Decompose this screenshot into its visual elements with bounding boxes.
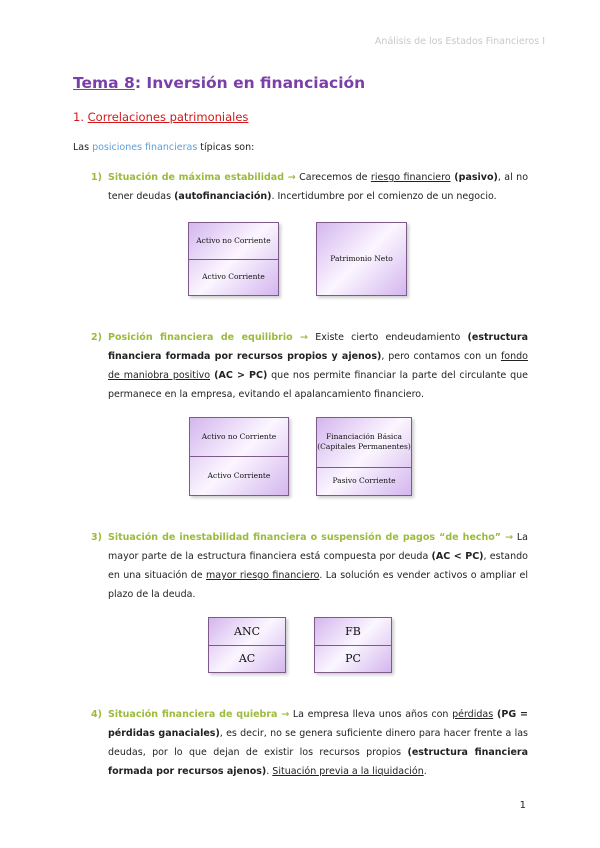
list-item (91, 328, 528, 404)
page-number: 1 (519, 800, 526, 811)
title-text: : Inversión en financiación (134, 74, 366, 92)
item-bold: (AC > PC) (210, 370, 268, 381)
item-underlined: Situación previa a la liquidación (272, 766, 424, 777)
item-bold: (PG = pérdidas ganaciales) (108, 709, 528, 739)
item-heading: Posición financiera de equilibrio → (108, 332, 309, 343)
diagram-cell: PC (315, 645, 391, 673)
section-number: 1. (73, 110, 88, 124)
diagram-cell: Patrimonio Neto (330, 254, 393, 263)
item-bold: (pasivo) (450, 172, 498, 183)
item-underlined: pérdidas (452, 709, 494, 720)
item-number: 4) (91, 709, 102, 720)
diagram-cell: AC (209, 645, 285, 673)
diagram-cell: Activo no Corriente (201, 432, 277, 441)
diagram-cell: FB (345, 624, 361, 638)
balance-diagram-liabilities (316, 417, 412, 496)
intro-paragraph (73, 142, 254, 153)
item-text: , es decir, no se genera suficiente dinero para hacer frente a las deudas, por lo que dejan de existir los recursos propios (108, 728, 528, 758)
page-title (73, 74, 365, 92)
balance-diagram-assets (208, 617, 286, 673)
balance-diagram-assets (188, 222, 279, 296)
item-text: , al no tener deudas (108, 172, 529, 202)
item-underlined: mayor riesgo financiero (206, 570, 320, 581)
item-text: . La solución es vender activos o ampliar el plazo de la deuda. (108, 570, 528, 600)
diagram-cell: Pasivo Corriente (317, 467, 411, 495)
intro-highlight: posiciones financieras (92, 142, 198, 153)
diagram-cell: Activo Corriente (190, 456, 288, 495)
item-bold: (autofinanciación) (174, 191, 272, 202)
balance-diagram-equity (316, 222, 407, 296)
item-text: La empresa lleva unos años con (289, 709, 453, 720)
item-text: Carecemos de (295, 172, 371, 183)
section-label: Correlaciones patrimoniales (87, 110, 249, 124)
item-text: Existe cierto endeudamiento (308, 332, 468, 343)
item-heading: Situación de máxima estabilidad → (108, 172, 296, 183)
diagram-cell: ANC (234, 624, 260, 638)
item-bold: (estructura financiera formada por recursos ajenos) (108, 747, 528, 777)
item-number: 3) (91, 532, 102, 543)
list-item (91, 528, 528, 604)
balance-diagram-assets (189, 417, 289, 496)
item-text: . (423, 766, 427, 777)
running-header: Análisis de los Estados Financieros I (374, 36, 545, 47)
intro-post: típicas son: (197, 142, 255, 153)
section-heading (73, 110, 248, 124)
item-text: , pero contamos con un (381, 351, 501, 362)
diagram-cell: Activo no Corriente (196, 235, 271, 245)
item-heading: Situación de inestabilidad financiera o suspensión de pagos “de hecho” → (108, 532, 514, 543)
item-bold: (estructura financiera formada por recursos propios y ajenos) (108, 332, 528, 362)
item-underlined: riesgo financiero (370, 172, 451, 183)
item-number: 1) (91, 172, 102, 183)
list-item (91, 168, 528, 206)
item-text: . (266, 766, 273, 777)
title-number: Tema 8 (73, 74, 135, 92)
intro-pre: Las (73, 142, 93, 153)
item-text: que nos permite financiar la parte del circulante que permanece en la empresa, evitando el apalancamiento financiero. (108, 370, 528, 400)
list-item (91, 705, 528, 781)
item-text: La mayor parte de la estructura financiera está compuesta por deuda (108, 532, 528, 562)
diagram-cell: Activo Corriente (189, 259, 278, 296)
item-bold: (AC < PC) (431, 551, 484, 562)
item-underlined: fondo de maniobra positivo (108, 351, 528, 381)
item-text: , estando en una situación de (108, 551, 528, 581)
item-heading: Situación financiera de quiebra → (108, 709, 290, 720)
balance-diagram-liabilities (314, 617, 392, 673)
item-number: 2) (91, 332, 102, 343)
diagram-cell: Financiación Básica (Capitales Permanentes) (317, 432, 411, 452)
item-text: . Incertidumbre por el comienzo de un negocio. (271, 191, 497, 202)
